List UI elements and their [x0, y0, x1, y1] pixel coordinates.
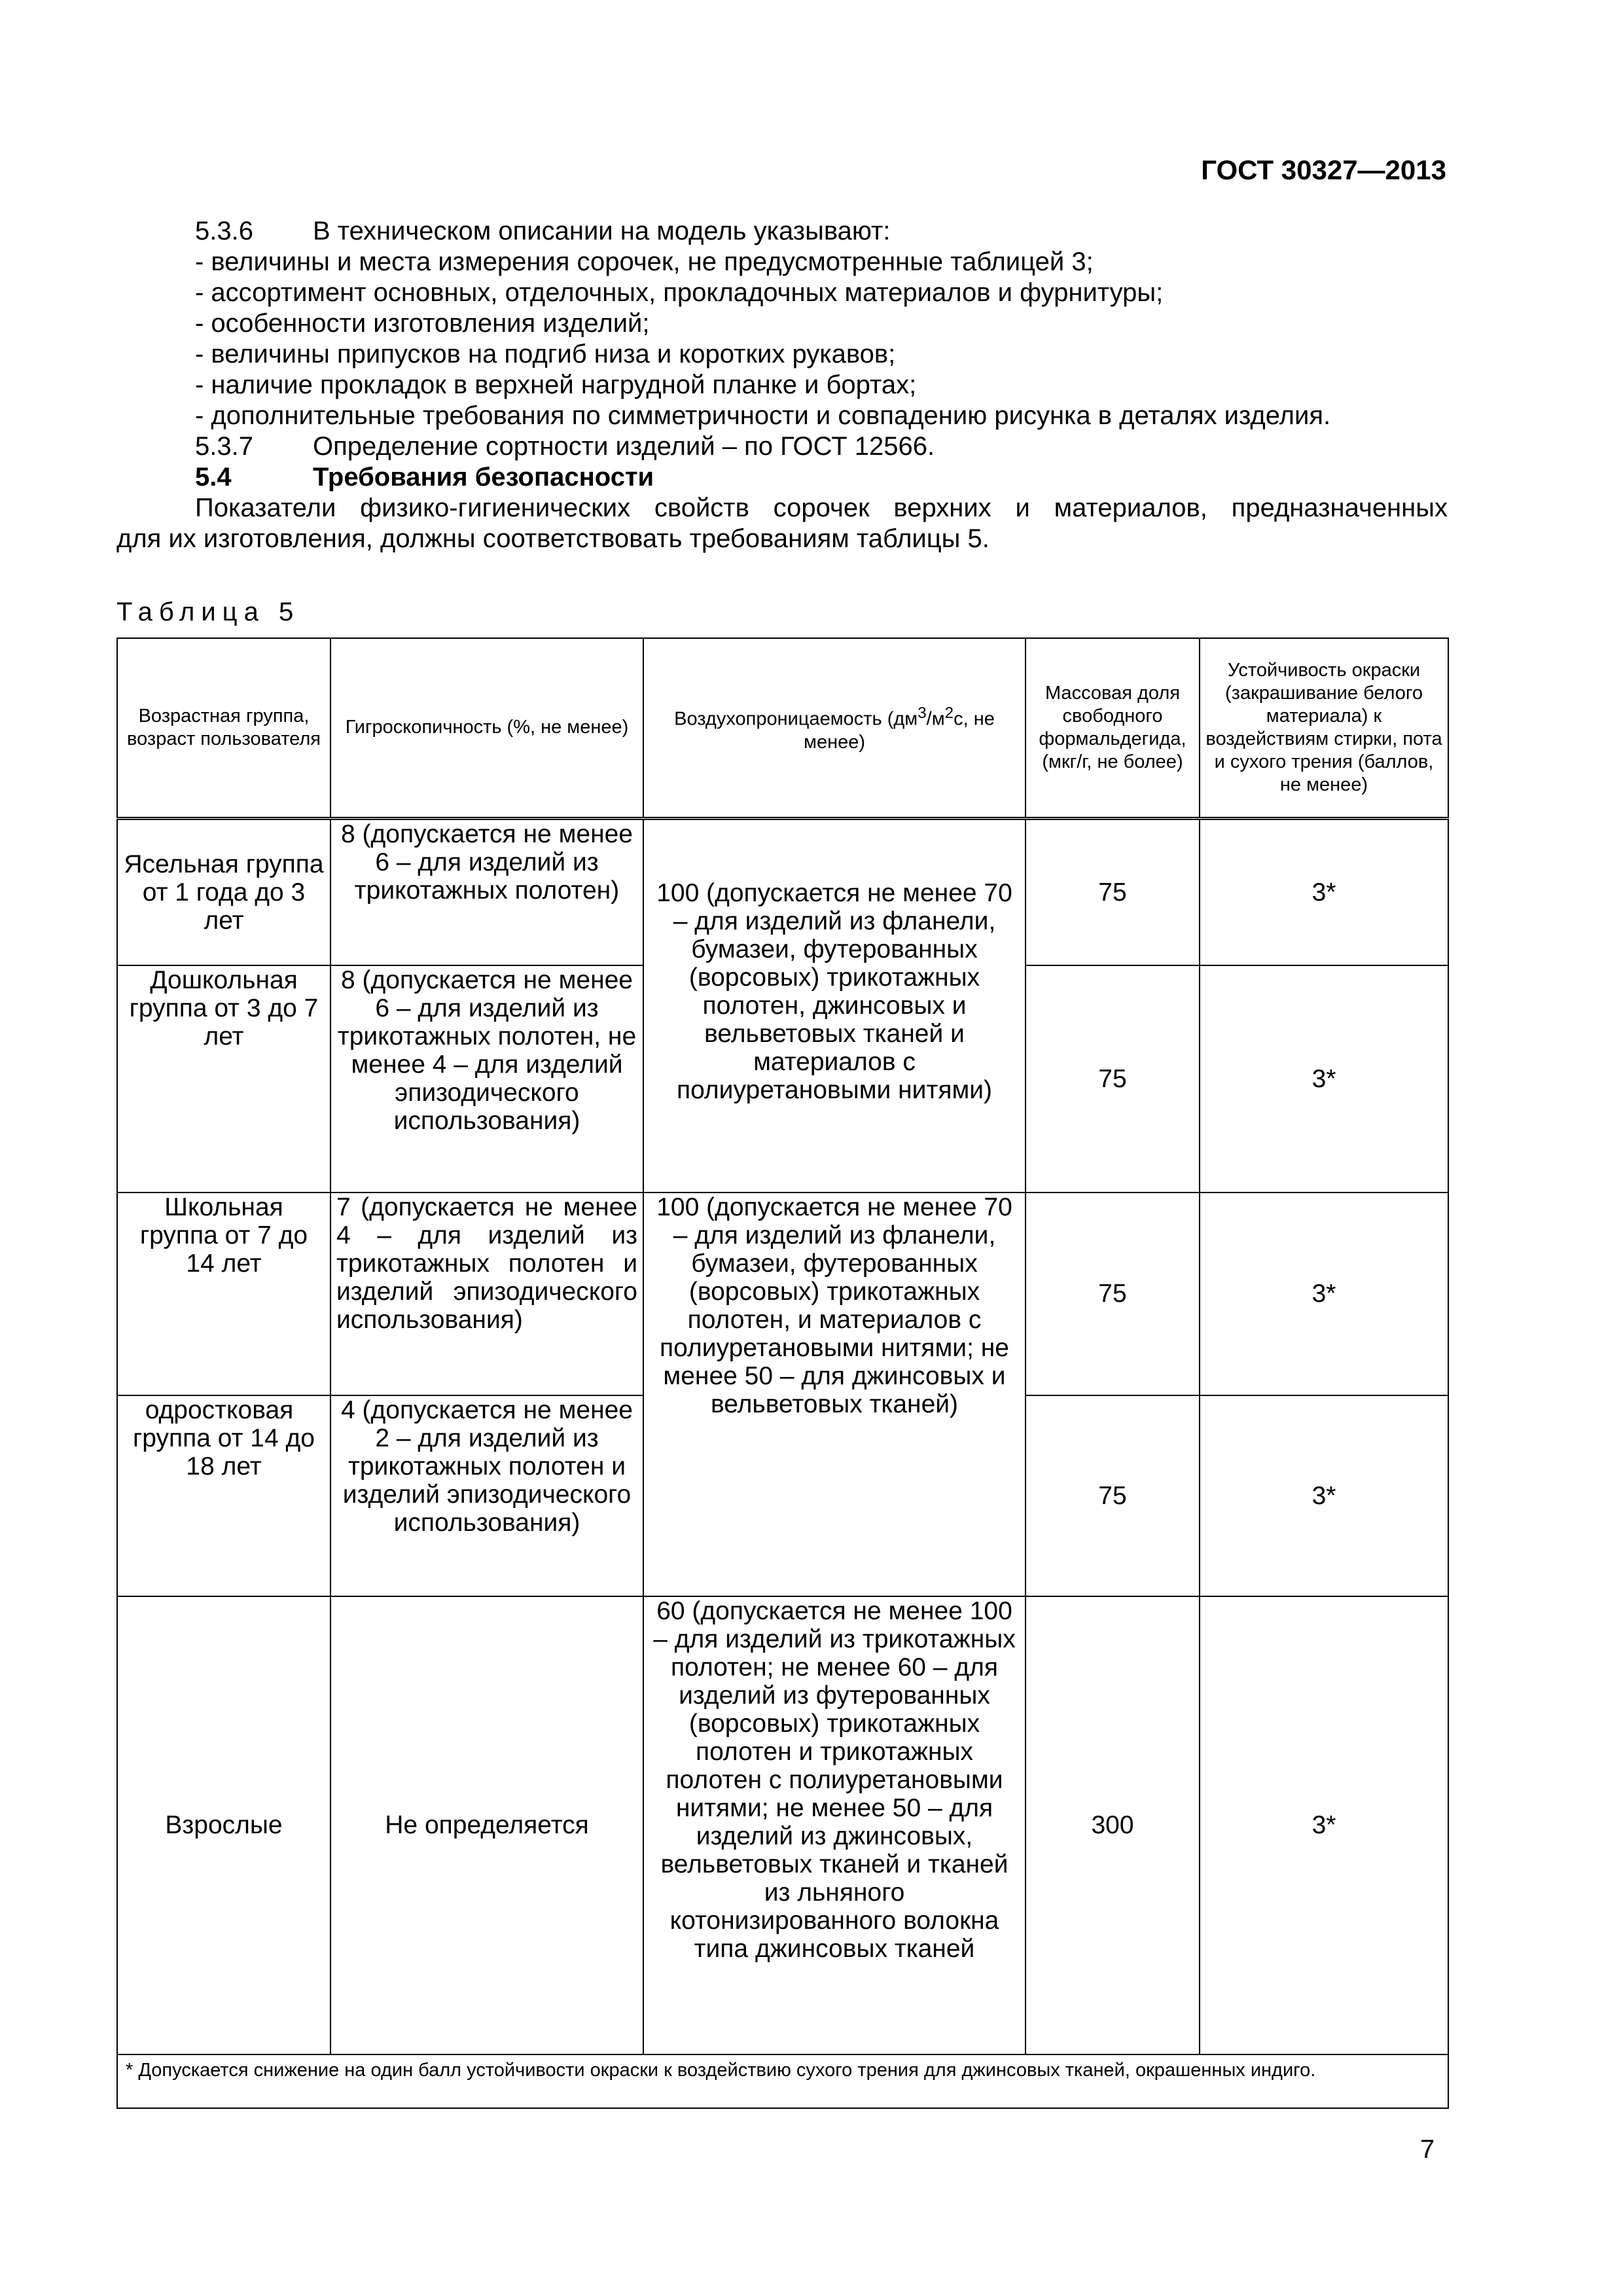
list-item: - величины припусков на подгиб низа и коротких рукавов; — [195, 340, 896, 368]
cell-air-permeability: 60 (допускается не менее 100 – для изделий из трикотажных полотен; не менее 60 – для изделий из футерованных (ворсовых) трикотажных полотен и трикотажных полотен с полиуретановыми нитями; не менее 50 – для изделий из джинсовых, вельветовых тканей и тканей из льняного котонизированного волокна типа джинсовых тканей — [643, 1596, 1026, 2054]
clause-number: 5.3.7 — [195, 432, 253, 461]
cell-age: Ясельная группа от 1 года до 3 лет — [117, 818, 330, 965]
cell-air-permeability: 100 (допускается не менее 70 – для изделий из фланели, бумазеи, футерованных (ворсовых) трикотажных полотен, и материалов с полиуретановыми нитями; не менее 50 – для джинсовых и вельветовых тканей) — [643, 1193, 1026, 1596]
cell-age: Школьная группа от 7 до 14 лет — [117, 1193, 330, 1395]
section-title: Требования безопасности — [313, 463, 654, 492]
table-footnote: * Допускается снижение на один балл устойчивости окраски к воздействию сухого трения для джинсовых тканей, окрашенных индиго. — [117, 2054, 1448, 2108]
paragraph-line: для их изготовления, должны соответствовать требованиям таблицы 5. — [116, 524, 990, 553]
cell-color-fastness: 3* — [1200, 965, 1448, 1193]
cell-hygroscopicity: 4 (допускается не менее 2 – для изделий из трикотажных полотен и изделий эпизодического использования) — [330, 1395, 643, 1596]
list-item: - ассортимент основных, отделочных, прокладочных материалов и фурнитуры; — [195, 278, 1164, 307]
list-item: - дополнительные требования по симметричности и совпадению рисунка в деталях изделия. — [195, 401, 1331, 430]
header-air-text: /м — [926, 708, 945, 730]
paragraph-5-3-6 — [116, 216, 1448, 247]
cell-formaldehyde: 75 — [1026, 1395, 1200, 1596]
header-age-group: Возрастная группа, возраст пользователя — [117, 638, 330, 818]
table-caption: Таблица 5 — [116, 598, 300, 626]
header-air-text: Воздухопроницаемость (дм — [674, 708, 918, 730]
safety-requirements-table — [116, 637, 1449, 2109]
clause-text: В техническом описании на модель указывают: — [313, 217, 891, 245]
cell-age: Дошкольная группа от 3 до 7 лет — [117, 965, 330, 1193]
header-formaldehyde: Массовая доля свободного формальдегида, (мкг/г, не более) — [1026, 638, 1200, 818]
clause-number: 5.3.6 — [195, 217, 253, 245]
header-hygroscopicity: Гигроскопичность (%, не менее) — [330, 638, 643, 818]
cell-hygroscopicity: 8 (допускается не менее 6 – для изделий из трикотажных полотен) — [330, 818, 643, 965]
table-header-row — [117, 638, 1448, 818]
page-number: 7 — [1420, 2135, 1435, 2164]
body-text — [116, 216, 1448, 554]
header-color-fastness: Устойчивость окраски (закрашивание белого материала) к воздействиям стирки, пота и сухого трения (баллов, не менее) — [1200, 638, 1448, 818]
section-number: 5.4 — [195, 463, 232, 492]
cell-color-fastness: 3* — [1200, 1395, 1448, 1596]
superscript: 3 — [918, 704, 927, 722]
cell-text: 7 (допускается не менее 4 – для изделий из трикотажных полотен и изделий эпизодического использования) — [336, 1193, 637, 1335]
cell-formaldehyde: 75 — [1026, 818, 1200, 965]
list-item: - особенности изготовления изделий; — [195, 309, 650, 338]
cell-formaldehyde: 75 — [1026, 965, 1200, 1193]
table-row — [117, 818, 1448, 965]
cell-color-fastness: 3* — [1200, 1596, 1448, 2054]
superscript: 2 — [944, 704, 954, 722]
cell-age: одростковая группа от 14 до 18 лет — [117, 1395, 330, 1596]
cell-formaldehyde: 75 — [1026, 1193, 1200, 1395]
cell-hygroscopicity: 8 (допускается не менее 6 – для изделий из трикотажных полотен, не менее 4 – для изделий эпизодического использования) — [330, 965, 643, 1193]
paragraph-line: Показатели физико-гигиенических свойств сорочек верхних и материалов, предназначенных — [195, 493, 1448, 522]
paragraph-5-3-7 — [116, 431, 1448, 462]
section-heading — [116, 462, 1448, 493]
header-air-permeability — [643, 638, 1026, 818]
cell-hygroscopicity: Не определяется — [330, 1596, 643, 2054]
cell-hygroscopicity — [330, 1193, 643, 1395]
table-footnote-row — [117, 2054, 1448, 2108]
cell-age: Взрослые — [117, 1596, 330, 2054]
header-air-text: с, не менее) — [804, 708, 995, 753]
cell-color-fastness: 3* — [1200, 1193, 1448, 1395]
list-item: - наличие прокладок в верхней нагрудной планке и бортах; — [195, 370, 917, 399]
table-row — [117, 1193, 1448, 1395]
cell-formaldehyde: 300 — [1026, 1596, 1200, 2054]
list-item: - величины и места измерения сорочек, не предусмотренные таблицей 3; — [195, 247, 1094, 276]
cell-color-fastness: 3* — [1200, 818, 1448, 965]
cell-air-permeability: 100 (допускается не менее 70 – для изделий из фланели, бумазеи, футерованных (ворсовых) трикотажных полотен, джинсовых и вельветовых тканей и материалов с полиуретановыми нитями) — [643, 818, 1026, 1193]
clause-text: Определение сортности изделий – по ГОСТ 12566. — [313, 432, 935, 461]
table-row — [117, 1596, 1448, 2054]
document-header: ГОСТ 30327—2013 — [1201, 154, 1446, 185]
